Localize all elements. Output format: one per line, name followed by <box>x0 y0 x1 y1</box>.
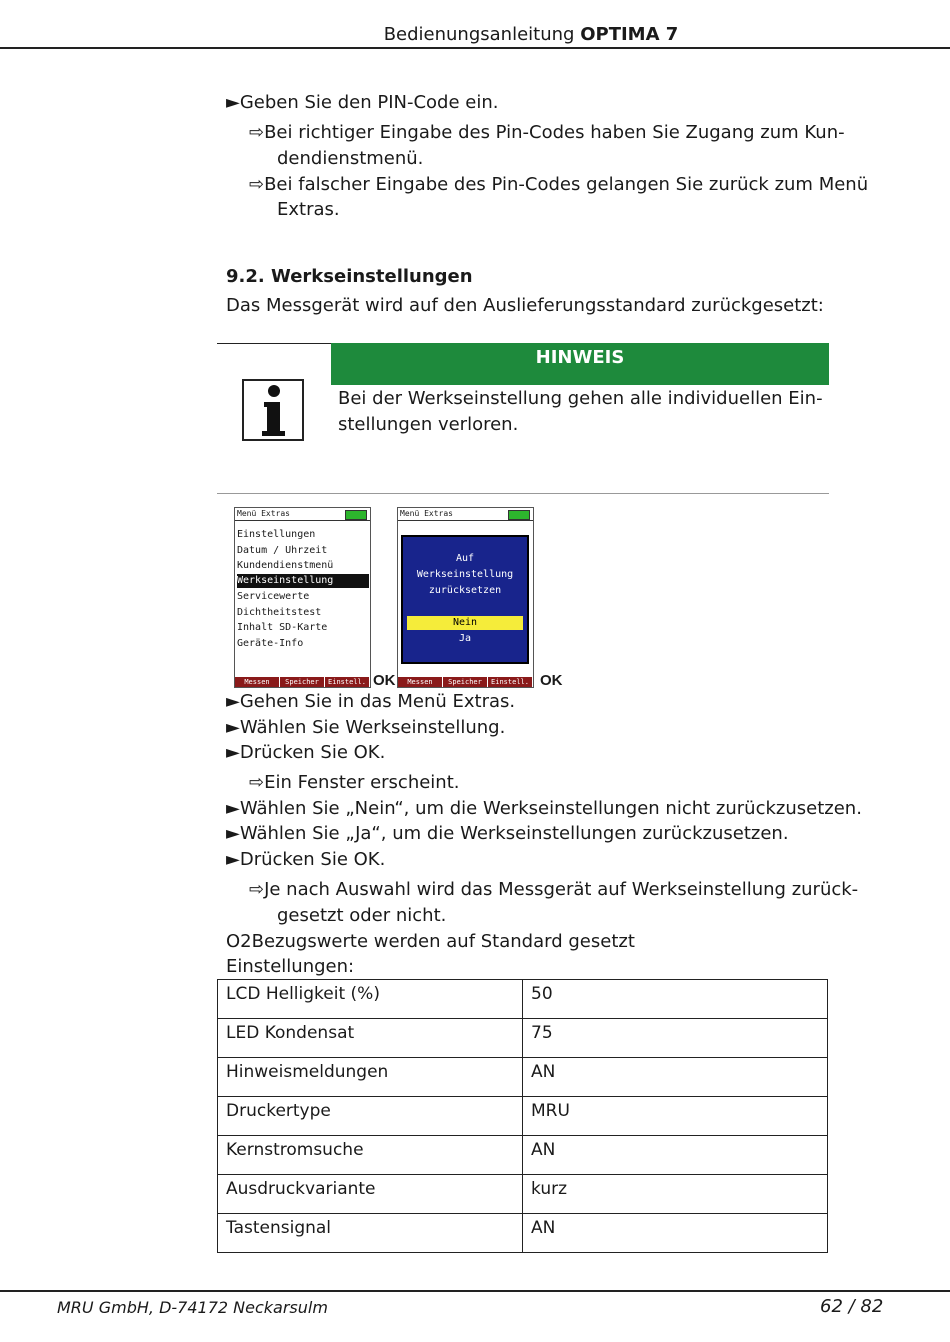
confirm-dialog <box>401 535 529 664</box>
setting-key: Kernstromsuche <box>218 1136 523 1175</box>
section-heading <box>226 266 473 287</box>
result-reset: ⇨Je nach Auswahl wird das Messgerät auf Werkseinstellung zurück- <box>249 879 859 900</box>
softkey-bar <box>398 677 533 687</box>
footer-company: MRU GmbH, D-74172 Neckarsulm <box>57 1298 328 1317</box>
device-screen-menu <box>234 507 371 688</box>
dialog-line-2: Werkseinstellung <box>416 569 514 580</box>
setting-value: kurz <box>523 1175 828 1214</box>
setting-value: AN <box>523 1058 828 1097</box>
menu-item-werkseinstellung[interactable]: Werkseinstellung <box>237 574 369 588</box>
setting-key: LED Kondensat <box>218 1019 523 1058</box>
menu-item-sd-karte[interactable]: Inhalt SD-Karte <box>237 622 328 633</box>
section-title: Werkseinstellungen <box>271 266 473 287</box>
setting-key: LCD Helligkeit (%) <box>218 980 523 1019</box>
step-press-ok-1: ►Drücken Sie OK. <box>226 742 386 763</box>
table-row <box>218 1097 828 1136</box>
notice-top-rule <box>217 343 331 344</box>
setting-key: Tastensignal <box>218 1214 523 1253</box>
softkey-speicher[interactable]: Speicher <box>443 677 488 687</box>
dialog-option-nein[interactable]: Nein <box>407 616 523 630</box>
table-row <box>218 1175 828 1214</box>
section-number: 9.2. <box>226 266 265 287</box>
settings-label: Einstellungen: <box>226 956 355 977</box>
header-title-plain: Bedienungsanleitung <box>383 24 575 45</box>
screen-title: Menü Extras <box>237 509 290 518</box>
setting-key: Ausdruckvariante <box>218 1175 523 1214</box>
table-row <box>218 1136 828 1175</box>
softkey-speicher[interactable]: Speicher <box>280 677 325 687</box>
page-number: 62 / 82 <box>820 1296 884 1317</box>
header-title-product: OPTIMA 7 <box>580 24 679 45</box>
table-row <box>218 1214 828 1253</box>
footer-divider <box>0 1290 950 1292</box>
notice-text-line1: Bei der Werkseinstellung gehen alle individuellen Ein- <box>338 388 823 409</box>
step-open-extras: ►Gehen Sie in das Menü Extras. <box>226 691 516 712</box>
section-lead: Das Messgerät wird auf den Auslieferungsstandard zurückgesetzt: <box>226 295 824 316</box>
battery-icon <box>345 510 367 520</box>
ok-key-label-1: OK <box>373 672 396 689</box>
settings-table <box>217 979 828 1253</box>
menu-item-geraete-info[interactable]: Geräte-Info <box>237 638 304 649</box>
setting-value: MRU <box>523 1097 828 1136</box>
result-window-appears: ⇨Ein Fenster erscheint. <box>249 772 460 793</box>
dialog-option-ja[interactable]: Ja <box>458 633 472 644</box>
setting-value: AN <box>523 1136 828 1175</box>
info-icon <box>242 379 304 441</box>
softkey-einstell[interactable]: Einstell. <box>325 677 370 687</box>
step-enter-pin: ►Geben Sie den PIN-Code ein. <box>226 92 499 113</box>
setting-value: 50 <box>523 980 828 1019</box>
softkey-messen[interactable]: Messen <box>235 677 280 687</box>
result-correct-pin-cont: dendienstmenü. <box>277 148 424 169</box>
table-row <box>218 980 828 1019</box>
o2-reference-note: O2Bezugswerte werden auf Standard gesetzt <box>226 931 635 952</box>
softkey-einstell[interactable]: Einstell. <box>488 677 533 687</box>
ok-key-label-2: OK <box>540 672 563 689</box>
device-screen-dialog <box>397 507 534 688</box>
table-row <box>218 1058 828 1097</box>
menu-item-datum[interactable]: Datum / Uhrzeit <box>237 545 328 556</box>
dialog-line-3: zurücksetzen <box>428 585 502 596</box>
notice-text-line2: stellungen verloren. <box>338 414 519 435</box>
screen-title-rule <box>398 520 533 521</box>
step-select-factory: ►Wählen Sie Werkseinstellung. <box>226 717 506 738</box>
header-divider <box>0 47 950 49</box>
screen-title: Menü Extras <box>400 509 453 518</box>
table-row <box>218 1019 828 1058</box>
menu-item-dichtheitstest[interactable]: Dichtheitstest <box>237 607 322 618</box>
notice-heading: HINWEIS <box>331 343 829 385</box>
step-select-ja: ►Wählen Sie „Ja“, um die Werkseinstellungen zurückzusetzen. <box>226 823 789 844</box>
softkey-bar <box>235 677 370 687</box>
battery-icon <box>508 510 530 520</box>
result-reset-cont: gesetzt oder nicht. <box>277 905 447 926</box>
menu-item-einstellungen[interactable]: Einstellungen <box>237 529 316 540</box>
menu-item-kundendienst[interactable]: Kundendienstmenü <box>237 560 334 571</box>
page-header <box>0 24 950 45</box>
step-select-nein: ►Wählen Sie „Nein“, um die Werkseinstellungen nicht zurückzusetzen. <box>226 798 862 819</box>
menu-item-servicewerte[interactable]: Servicewerte <box>237 591 310 602</box>
setting-key: Druckertype <box>218 1097 523 1136</box>
softkey-messen[interactable]: Messen <box>398 677 443 687</box>
result-correct-pin: ⇨Bei richtiger Eingabe des Pin-Codes haben Sie Zugang zum Kun- <box>249 122 845 143</box>
notice-bottom-rule <box>217 493 829 494</box>
result-wrong-pin: ⇨Bei falscher Eingabe des Pin-Codes gelangen Sie zurück zum Menü <box>249 174 869 195</box>
result-wrong-pin-cont: Extras. <box>277 199 340 220</box>
step-press-ok-2: ►Drücken Sie OK. <box>226 849 386 870</box>
dialog-line-1: Auf <box>455 553 475 564</box>
setting-value: AN <box>523 1214 828 1253</box>
screen-title-rule <box>235 520 370 521</box>
setting-key: Hinweismeldungen <box>218 1058 523 1097</box>
setting-value: 75 <box>523 1019 828 1058</box>
